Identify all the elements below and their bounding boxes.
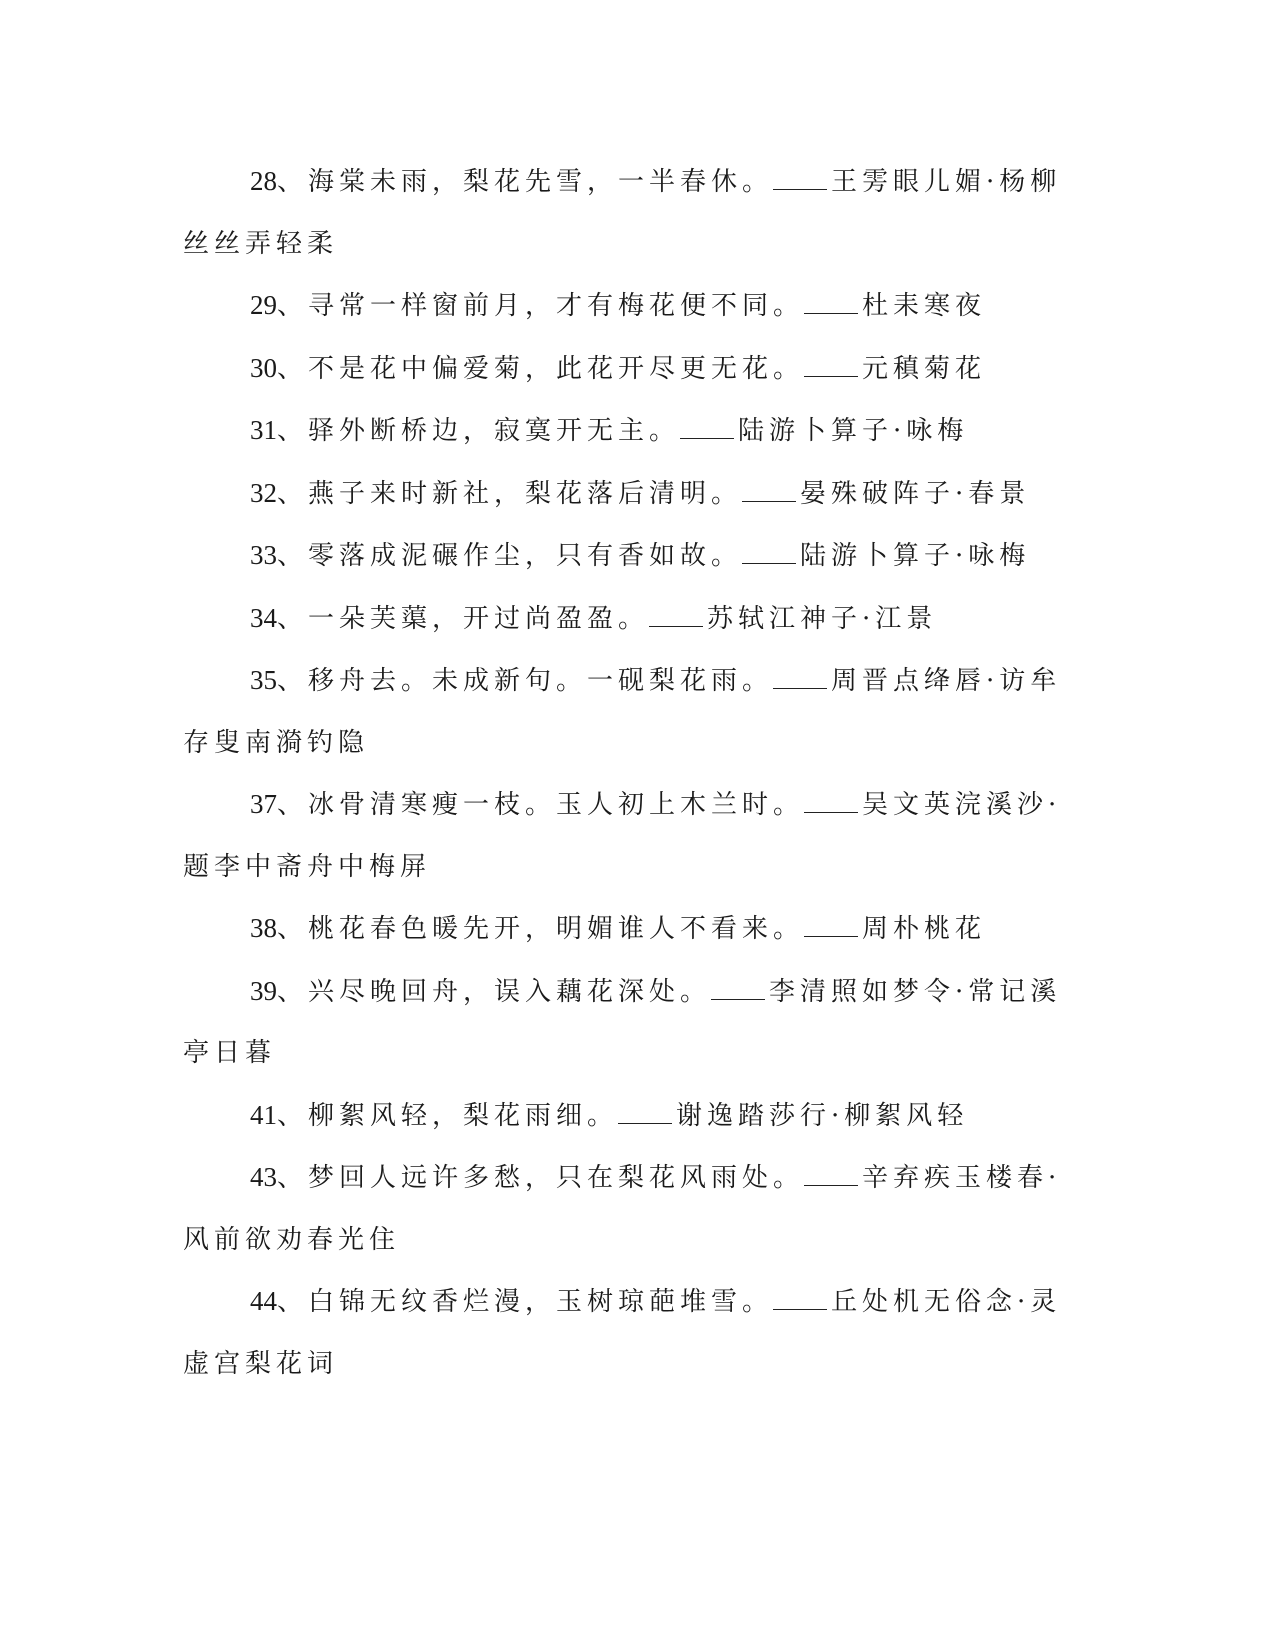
entry-source: 周晋点绛唇·访牟存叟南漪钓隐	[183, 666, 1062, 758]
entry-separator: 、	[277, 666, 309, 696]
entry-text: 一朵芙蕖，开过尚盈盈。	[308, 603, 650, 634]
entry-number: 39	[250, 975, 277, 1006]
entry-number: 37	[250, 789, 277, 819]
entry-text: 燕子来时新社，梨花落后清明。	[308, 478, 743, 509]
entry-source: 苏轼江神子·江景	[707, 603, 938, 634]
entry-number: 44	[250, 1286, 277, 1316]
entry-text: 不是花中偏爱菊，此花开尽更无花。	[308, 353, 805, 384]
entry-separator: 、	[277, 790, 309, 820]
entry-separator: 、	[277, 1287, 309, 1317]
blank-line	[804, 291, 858, 314]
entry-separator: 、	[277, 291, 309, 321]
list-item	[183, 1147, 1063, 1271]
blank-line	[804, 790, 858, 813]
entry-source: 王雱眼儿媚·杨柳丝丝弄轻柔	[183, 167, 1062, 259]
blank-line	[711, 977, 765, 1000]
entry-separator: 、	[277, 1100, 309, 1131]
entry-separator: 、	[277, 541, 309, 571]
blank-line	[773, 666, 827, 689]
entry-text: 柳絮风轻，梨花雨细。	[308, 1100, 619, 1131]
entry-text: 白锦无纹香烂漫，玉树琼葩堆雪。	[308, 1287, 774, 1317]
list-item	[183, 463, 1063, 526]
entry-number: 33	[250, 540, 277, 570]
entry-text: 驿外断桥边，寂寞开无主。	[308, 416, 681, 446]
entry-number: 34	[250, 602, 277, 633]
blank-line	[773, 1287, 827, 1310]
entry-text: 寻常一样窗前月，才有梅花便不同。	[308, 291, 805, 321]
poem-list	[183, 151, 1063, 1395]
entry-separator: 、	[277, 1163, 309, 1193]
entry-number: 43	[250, 1162, 277, 1192]
list-item	[183, 588, 1063, 651]
entry-source: 李清照如梦令·常记溪亭日暮	[183, 976, 1062, 1068]
list-item	[183, 1085, 1063, 1148]
entry-number: 35	[250, 665, 277, 695]
entry-number: 41	[250, 1099, 277, 1130]
entry-separator: 、	[277, 416, 309, 446]
entry-text: 零落成泥碾作尘，只有香如故。	[308, 541, 743, 571]
blank-line	[618, 1101, 672, 1124]
entry-number: 31	[250, 415, 277, 445]
entry-number: 28	[250, 166, 277, 196]
blank-line	[680, 416, 734, 439]
entry-text: 兴尽晚回舟，误入藕花深处。	[308, 976, 712, 1007]
entry-separator: 、	[277, 914, 309, 944]
entry-source: 杜耒寒夜	[862, 291, 987, 321]
entry-source: 谢逸踏莎行·柳絮风轻	[676, 1100, 969, 1131]
entry-separator: 、	[277, 976, 309, 1007]
entry-text: 梦回人远许多愁，只在梨花风雨处。	[308, 1163, 805, 1193]
blank-line	[773, 167, 827, 190]
entry-number: 38	[250, 913, 277, 943]
list-item	[183, 400, 1063, 463]
entry-separator: 、	[277, 478, 309, 509]
entry-separator: 、	[277, 167, 309, 197]
list-item	[183, 1271, 1063, 1395]
list-item	[183, 650, 1063, 774]
blank-line	[742, 541, 796, 564]
list-item	[183, 898, 1063, 961]
blank-line	[742, 479, 796, 502]
entry-source: 元稹菊花	[862, 353, 987, 384]
entry-source: 陆游卜算子·咏梅	[800, 541, 1031, 571]
list-item	[183, 961, 1063, 1085]
list-item	[183, 151, 1063, 275]
blank-line	[804, 914, 858, 937]
entry-number: 29	[250, 290, 277, 320]
blank-line	[804, 354, 858, 377]
entry-text: 移舟去。未成新句。一砚梨花雨。	[308, 666, 774, 696]
entry-source: 晏殊破阵子·春景	[800, 478, 1031, 509]
entry-separator: 、	[277, 603, 309, 634]
list-item	[183, 525, 1063, 588]
entry-source: 周朴桃花	[862, 914, 987, 944]
entry-number: 32	[250, 477, 277, 508]
entry-source: 陆游卜算子·咏梅	[738, 416, 969, 446]
entry-text: 桃花春色暖先开，明媚谁人不看来。	[308, 914, 805, 944]
blank-line	[649, 604, 703, 627]
entry-source: 丘处机无俗念·灵虚宫梨花词	[183, 1287, 1062, 1379]
list-item	[183, 774, 1063, 898]
list-item	[183, 338, 1063, 401]
entry-number: 30	[250, 352, 277, 383]
list-item	[183, 275, 1063, 338]
entry-source: 吴文英浣溪沙·题李中斋舟中梅屏	[183, 790, 1062, 882]
blank-line	[804, 1163, 858, 1186]
entry-separator: 、	[277, 353, 309, 384]
entry-source: 辛弃疾玉楼春·风前欲劝春光住	[183, 1163, 1062, 1255]
entry-text: 冰骨清寒瘦一枝。玉人初上木兰时。	[308, 790, 805, 820]
entry-text: 海棠未雨，梨花先雪，一半春休。	[308, 167, 774, 197]
